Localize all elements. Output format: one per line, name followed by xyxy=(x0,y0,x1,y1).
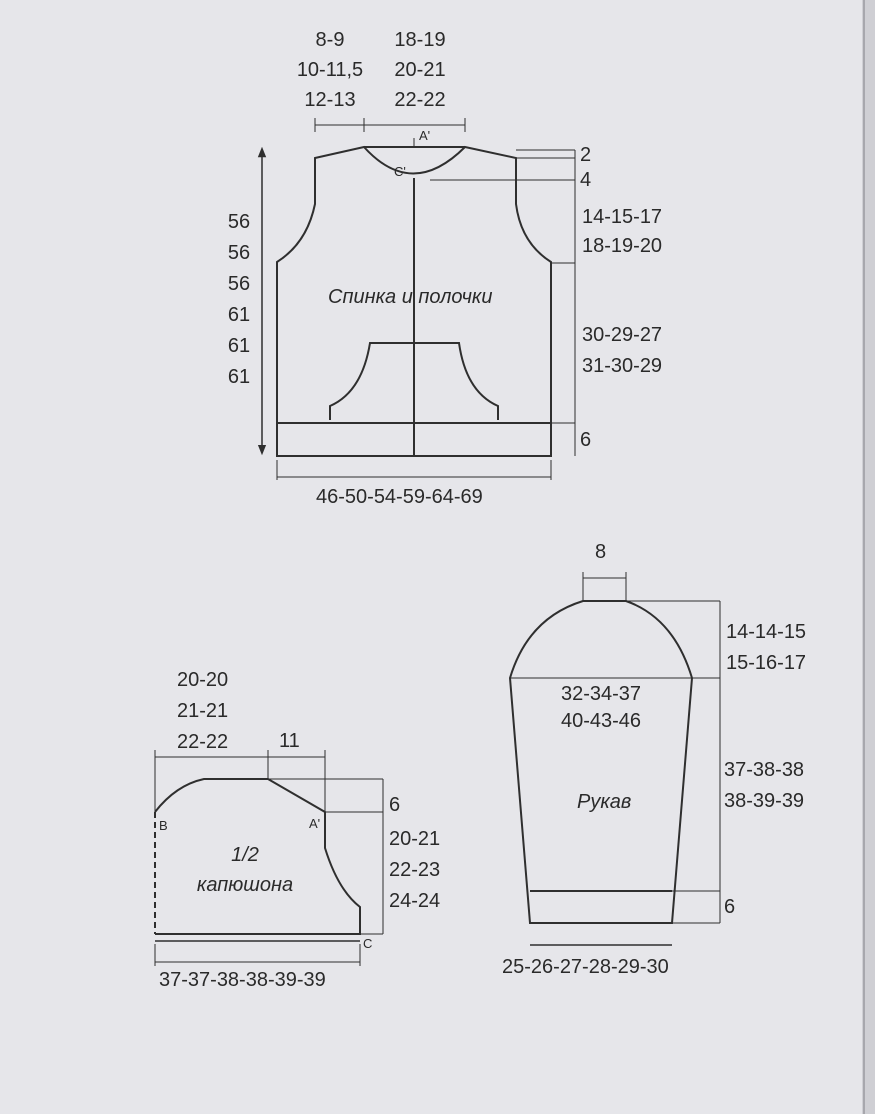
body-neck-depth-front: 4 xyxy=(580,169,592,191)
body-height-1: 56 xyxy=(227,211,251,233)
body-title: Спинка и полочки xyxy=(328,286,493,308)
hood-top-value: 11 xyxy=(279,730,300,752)
hood-width-3: 22-22 xyxy=(177,731,229,753)
sleeve-outline xyxy=(510,601,692,923)
body-rib-value: 6 xyxy=(580,429,592,451)
sleeve-cap-height-2: 15-16-17 xyxy=(726,652,807,674)
body-armhole-2: 18-19-20 xyxy=(582,235,663,257)
hood-right-3: 24-24 xyxy=(389,890,441,912)
body-height-4: 61 xyxy=(227,304,251,326)
hood-right-top-value: 6 xyxy=(389,794,401,816)
sleeve-length-values xyxy=(724,755,804,817)
body-point-a: A' xyxy=(419,128,431,143)
hood-right-values xyxy=(389,824,440,917)
body-height-values xyxy=(222,207,256,393)
body-top-right-3: 22-22 xyxy=(394,89,446,111)
body-top-right-values xyxy=(380,28,460,112)
sleeve-upper-width-2: 40-43-46 xyxy=(560,710,642,732)
body-top-right-1: 18-19 xyxy=(394,29,446,51)
body-height-2: 56 xyxy=(227,242,251,264)
body-side-1: 30-29-27 xyxy=(582,324,663,346)
hood-right-1: 20-21 xyxy=(389,828,441,850)
hood-title-line1: 1/2 xyxy=(231,844,259,866)
hood-right-2: 22-23 xyxy=(389,859,441,881)
sleeve-cuff-value: 6 xyxy=(724,896,736,918)
sleeve-upper-width-1: 32-34-37 xyxy=(560,683,642,705)
hood-point-c: C xyxy=(363,936,373,951)
body-side-values xyxy=(582,320,662,382)
body-height-3: 56 xyxy=(227,273,251,295)
body-top-left-3: 12-13 xyxy=(304,89,356,111)
body-point-c: C' xyxy=(394,164,406,179)
body-width-value: 46-50-54-59-64-69 xyxy=(316,486,483,508)
hood-width-2: 21-21 xyxy=(177,700,229,722)
body-side-2: 31-30-29 xyxy=(582,355,663,377)
hood-width-values xyxy=(177,665,228,758)
sleeve-top-value: 8 xyxy=(595,541,607,563)
hood-title xyxy=(180,840,310,900)
body-top-left-2: 10-11,5 xyxy=(296,59,364,81)
body-armhole-values xyxy=(582,203,662,261)
body-height-5: 61 xyxy=(227,335,251,357)
sleeve-length-2: 38-39-39 xyxy=(724,790,805,812)
body-top-left-values xyxy=(290,28,370,112)
hood-point-b: B xyxy=(159,818,168,833)
body-neck-depth-back: 2 xyxy=(580,144,592,166)
hood-bottom-value: 37-37-38-38-39-39 xyxy=(159,969,326,991)
sleeve-cap-height-values xyxy=(726,617,806,679)
sleeve-length-1: 37-38-38 xyxy=(724,759,805,781)
hood-point-a: A' xyxy=(309,816,321,831)
hood-width-1: 20-20 xyxy=(177,669,229,691)
body-top-right-2: 20-21 xyxy=(394,59,446,81)
sleeve-cap-height-1: 14-14-15 xyxy=(726,621,807,643)
sleeve-bottom-width-value: 25-26-27-28-29-30 xyxy=(502,956,669,978)
sleeve-upper-width-values xyxy=(551,681,651,735)
body-height-6: 61 xyxy=(227,366,251,388)
body-top-left-1: 8-9 xyxy=(315,29,345,51)
sleeve-title: Рукав xyxy=(577,791,632,813)
body-armhole-1: 14-15-17 xyxy=(582,206,663,228)
hood-title-line2: капюшона xyxy=(196,874,294,896)
